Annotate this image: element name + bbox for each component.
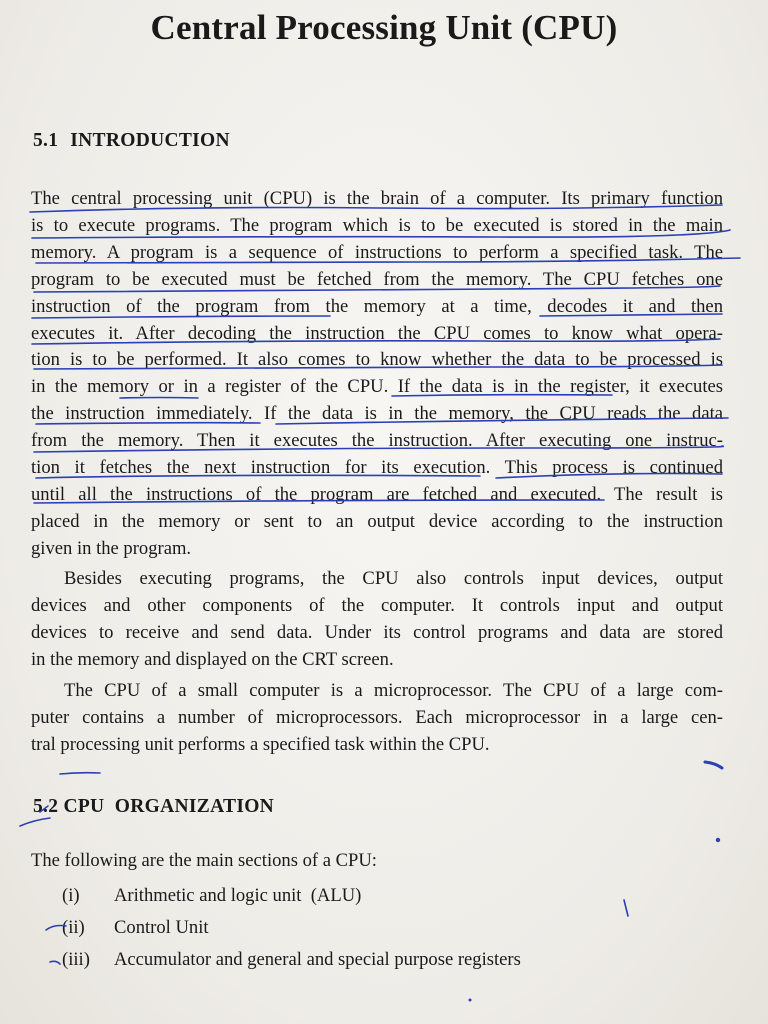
text-line: given in the program.: [31, 537, 192, 559]
text-line: tral processing unit performs a specified task within the CPU.: [31, 733, 490, 755]
stray-mark: [624, 900, 628, 916]
paragraph-introduction-2: [31, 566, 723, 674]
text-line: The following are the main sections of a CPU:: [31, 850, 377, 871]
list-marker: (i): [62, 885, 80, 906]
section-heading-cpu-organization: [33, 796, 274, 818]
list-item-text: Arithmetic and logic unit (ALU): [114, 885, 362, 906]
text-line: program to be executed must be fetched from the memory. The CPU fetches one: [31, 268, 723, 290]
section-heading-introduction: [33, 130, 230, 152]
text-line: is to execute programs. The program which is to be executed is stored in the main: [31, 214, 723, 236]
section-title: CPU ORGANIZATION: [63, 796, 275, 817]
section-number: 5.1: [33, 130, 59, 151]
list-item-text: Control Unit: [114, 917, 209, 938]
text-line: executes it. After decoding the instruction the CPU comes to know what opera-: [31, 322, 723, 344]
list-item: [62, 912, 521, 944]
text-line: the instruction immediately. If the data is in the memory, the CPU reads the data: [31, 403, 723, 425]
text-line: Besides executing programs, the CPU also controls input devices, output: [64, 568, 723, 589]
text-line: placed in the memory or sent to an output device according to the instruction: [31, 510, 723, 532]
section-number: 5.2: [33, 796, 59, 817]
paragraph-introduction-1: [31, 186, 723, 563]
text-line: The central processing unit (CPU) is the brain of a computer. Its primary function: [31, 188, 723, 209]
text-line: memory. A program is a sequence of instructions to perform a specified task. The: [31, 241, 723, 263]
tick-mark: [50, 961, 60, 964]
list-marker: (ii): [62, 917, 85, 938]
cpu-sections-list: [62, 880, 521, 976]
text-line: instruction of the program from the memory at a time, decodes it and then: [31, 295, 723, 317]
chapter-title: Central Processing Unit (CPU): [150, 8, 618, 47]
list-item: [62, 880, 521, 912]
section-intro-text: [31, 848, 723, 875]
ink-dot: [716, 838, 720, 842]
text-line: devices and other components of the computer. It controls input and output: [31, 594, 723, 616]
section-title: INTRODUCTION: [70, 130, 230, 151]
list-item-text: Accumulator and general and special purpose registers: [114, 949, 521, 970]
text-line: tion is to be performed. It also comes to know whether the data to be processed is: [31, 349, 723, 371]
text-line: from the memory. Then it executes the instruction. After executing one instruc-: [31, 430, 723, 452]
list-marker: (iii): [62, 949, 90, 970]
text-line: devices to receive and send data. Under its control programs and data are stored: [31, 621, 723, 643]
dash-mark: [60, 773, 100, 774]
ink-dot: [469, 999, 472, 1002]
text-line: in the memory or in a register of the CPU. If the data is in the register, it executes: [31, 376, 723, 398]
text-line: puter contains a number of microprocessors. Each microprocessor in a large cen-: [31, 706, 723, 728]
dash-mark: [705, 762, 722, 768]
list-item: [62, 944, 521, 976]
text-line: The CPU of a small computer is a microprocessor. The CPU of a large com-: [64, 680, 723, 701]
text-line: in the memory and displayed on the CRT screen.: [31, 648, 394, 670]
text-line: tion it fetches the next instruction for its execution. This process is continued: [31, 457, 723, 479]
paragraph-introduction-3: [31, 678, 723, 759]
text-line: until all the instructions of the program are fetched and executed. The result is: [31, 483, 723, 505]
